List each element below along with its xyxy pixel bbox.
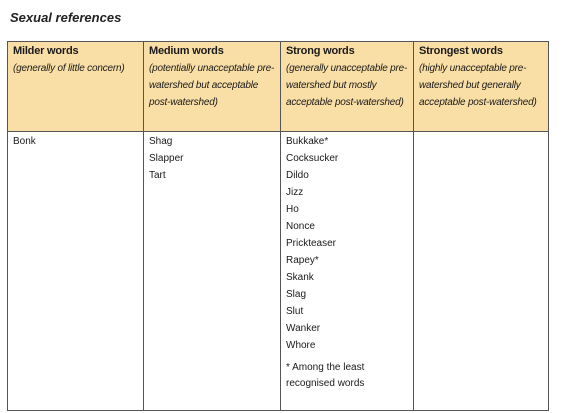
list-item: Shag: [149, 136, 173, 147]
list-item: Cocksucker: [286, 153, 339, 164]
list-item: Tart: [149, 170, 166, 181]
cell-medium-words: [144, 132, 281, 411]
list-item: Prickteaser: [286, 238, 337, 249]
table-header-row: [8, 42, 549, 132]
list-item: Skank: [286, 272, 314, 283]
list-item: Rapey*: [286, 255, 319, 266]
list-item: Bonk: [13, 136, 36, 147]
footnote: * Among the least recognised words: [286, 362, 365, 389]
header-milder-words: [8, 42, 144, 132]
column-title: Strong words: [286, 45, 355, 57]
page-title: Sexual references: [10, 10, 122, 25]
header-strong-words: [281, 42, 414, 132]
list-item: Jizz: [286, 187, 304, 198]
list-item: Dildo: [286, 170, 309, 181]
list-item: Slapper: [149, 153, 184, 164]
column-description: (potentially unacceptable pre-watershed but acceptable post-watershed): [149, 63, 275, 108]
list-item: Ho: [286, 204, 299, 215]
list-item: Bukkake*: [286, 136, 329, 147]
column-title: Milder words: [13, 45, 79, 57]
list-item: Slag: [286, 289, 307, 300]
list-item: Slut: [286, 306, 304, 317]
cell-milder-words: [8, 132, 144, 411]
list-item: Wanker: [286, 323, 321, 334]
list-item: Nonce: [286, 221, 315, 232]
column-title: Medium words: [149, 45, 224, 57]
sexual-references-table: [7, 41, 549, 411]
cell-strongest-words: [414, 132, 549, 411]
word-list: [149, 133, 275, 184]
column-description: (generally of little concern): [13, 63, 125, 74]
word-list: [286, 133, 408, 354]
cell-strong-words: [281, 132, 414, 411]
column-description: (highly unacceptable pre-watershed but generally acceptable post-watershed): [419, 63, 537, 108]
table-row: [8, 132, 549, 411]
column-title: Strongest words: [419, 45, 503, 57]
header-medium-words: [144, 42, 281, 132]
header-strongest-words: [414, 42, 549, 132]
list-item: Whore: [286, 340, 316, 351]
column-description: (generally unacceptable pre-watershed but mostly acceptable post-watershed): [286, 63, 408, 108]
word-list: [13, 133, 138, 150]
